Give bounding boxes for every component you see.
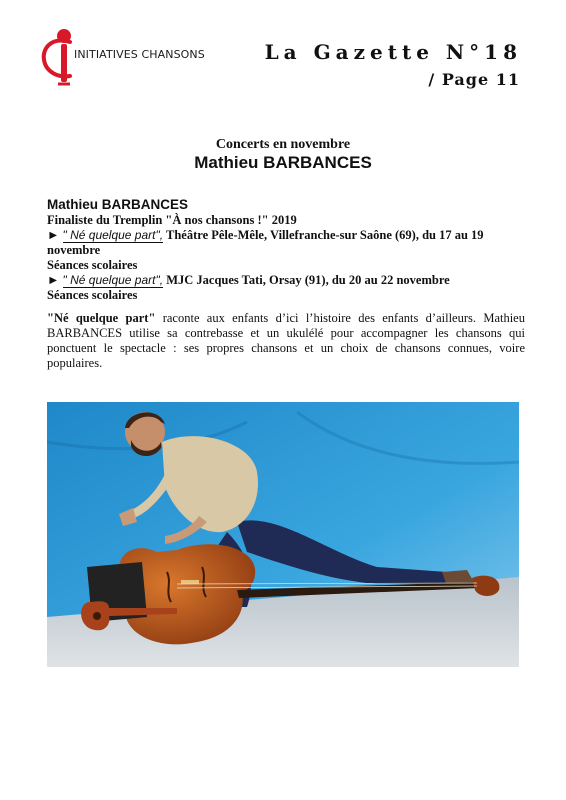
show-title: " Né quelque part",	[62, 273, 164, 287]
artist-photo	[47, 402, 519, 667]
show-venue: MJC Jacques Tati, Orsay (91), du 20 au 22 novembre	[166, 273, 450, 287]
description-lead: "Né quelque part"	[47, 311, 156, 325]
show-note-2: Séances scolaires	[47, 288, 138, 302]
logo-text: INITIATIVES CHANSONS	[74, 48, 205, 61]
arrow-icon: ►	[47, 228, 60, 242]
show-line-1	[47, 228, 525, 258]
show-note-1: Séances scolaires	[47, 258, 138, 272]
finalist-line: Finaliste du Tremplin "À nos chansons !" 2019	[47, 213, 297, 227]
show-venue: Théâtre Pêle-Mêle, Villefranche-sur Saône (69), du 17 au 19 novembre	[47, 228, 484, 257]
description	[47, 311, 525, 371]
description-text: raconte aux enfants d’ici l’histoire des enfants d’ailleurs. Mathieu BARBANCES utilise sa contrebasse et un ukulélé pour accompagner les chansons qui ponctuent le spectacle : ses propres chansons et un choix de chansons connues, voire populaires.	[47, 311, 525, 370]
initiatives-chansons-logo	[40, 26, 205, 88]
article-body	[47, 197, 525, 384]
show-title: " Né quelque part",	[62, 228, 164, 242]
section-title: Mathieu BARBANCES	[194, 153, 372, 172]
artist-name: Mathieu BARBANCES	[47, 197, 189, 212]
gazette-title: La Gazette N°18	[264, 40, 522, 64]
arrow-icon: ►	[47, 273, 60, 287]
section-kicker: Concerts en novembre	[215, 137, 351, 152]
page-number: / Page 11	[428, 70, 520, 89]
show-line-2	[47, 273, 525, 288]
